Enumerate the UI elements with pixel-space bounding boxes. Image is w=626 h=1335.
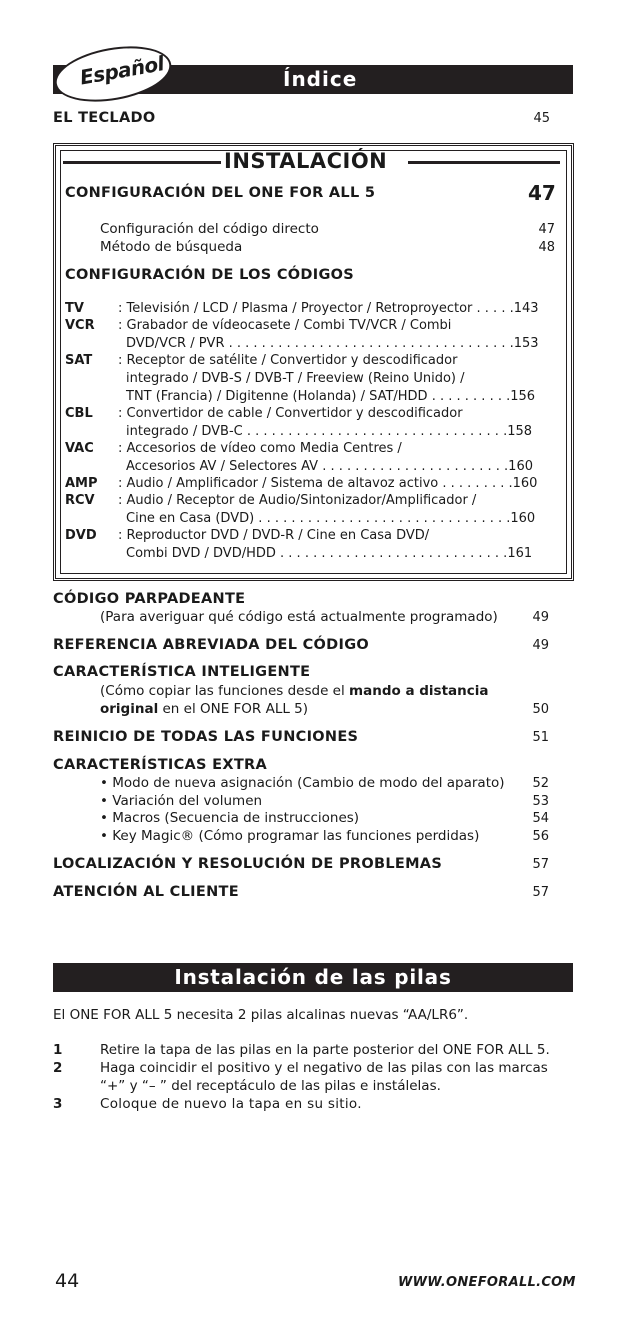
code-sat-line1: : Receptor de satélite / Convertidor y descodificador <box>118 353 458 368</box>
code-amp-text: : Audio / Amplificador / Sistema de altavoz activo <box>118 476 439 491</box>
toc-extra-item: • Variación del volumen <box>100 793 263 809</box>
toc-extra-item: • Modo de nueva asignación (Cambio de modo del aparato) <box>100 775 505 791</box>
batteries-bar <box>53 963 573 992</box>
code-vcr: VCR <box>65 318 95 333</box>
code-vac-line1: : Accesorios de vídeo como Media Centres / <box>118 441 402 456</box>
toc-extra-item-page: 54 <box>532 811 549 826</box>
toc-reset-page: 51 <box>532 730 549 745</box>
code-vcr-line1: : Grabador de vídeocasete / Combi TV/VCR / Combi <box>118 318 452 333</box>
sub-direct-code-page: 47 <box>538 222 555 237</box>
toc-smart-desc1-bold: mando a distancia <box>349 683 489 699</box>
toc-troubleshoot: LOCALIZACIÓN Y RESOLUCIÓN DE PROBLEMAS <box>53 856 443 872</box>
toc-troubleshoot-page: 57 <box>532 857 549 872</box>
toc-blink-desc: (Para averiguar qué código está actualmente programado) <box>100 609 498 625</box>
config-codes-heading: CONFIGURACIÓN DE LOS CÓDIGOS <box>65 267 355 283</box>
config-one-heading: CONFIGURACIÓN DEL ONE FOR ALL 5 <box>65 185 376 201</box>
code-sat-text3: TNT (Francia) / Digitenne (Holanda) / SAT/HDD <box>126 389 428 404</box>
step-text: Coloque de nuevo la tapa en su sitio. <box>100 1096 362 1112</box>
code-rcv-line2: Cine en Casa (DVD) . . . . . . . . . . . . . . . . . . . . . . . . . . . . . . .160 <box>126 511 536 526</box>
code-tv: TV <box>65 301 84 316</box>
code-tv-text: : Televisión / LCD / Plasma / Proyector / Retroproyector <box>118 301 473 316</box>
code-rcv: RCV <box>65 493 95 508</box>
code-cbl-page: 158 <box>507 424 533 439</box>
toc-smart-desc1-text: (Cómo copiar las funciones desde el <box>100 683 350 699</box>
toc-extra-item-page: 56 <box>532 829 549 844</box>
toc-smart-desc1 <box>100 683 489 699</box>
installation-title: INSTALACIÓN <box>224 149 388 173</box>
config-one-page: 47 <box>528 181 556 205</box>
footer-page-number: 44 <box>55 1270 80 1292</box>
toc-blink: CÓDIGO PARPADEANTE <box>53 591 246 607</box>
code-vac: VAC <box>65 441 94 456</box>
code-vac-text2: Accesorios AV / Selectores AV <box>126 459 319 474</box>
code-sat-line2: integrado / DVB-S / DVB-T / Freeview (Reino Unido) / <box>126 371 465 386</box>
code-amp: AMP <box>65 476 98 491</box>
code-sat-line3: TNT (Francia) / Digitenne (Holanda) / SAT/HDD . . . . . . . . . .156 <box>126 389 536 404</box>
code-vac-page: 160 <box>508 459 533 474</box>
code-vcr-text2: DVD/VCR / PVR <box>126 336 225 351</box>
code-sat: SAT <box>65 353 93 368</box>
code-cbl-line2: integrado / DVB-C . . . . . . . . . . . . . . . . . . . . . . . . . . . . . . . .158 <box>126 424 533 439</box>
footer-url[interactable]: WWW.ONEFORALL.COM <box>398 1275 576 1290</box>
code-tv-line1: : Televisión / LCD / Plasma / Proyector / Retroproyector . . . . .143 <box>118 301 539 316</box>
step-number: 3 <box>53 1096 63 1112</box>
code-dvd-page: 161 <box>507 546 533 561</box>
code-dvd-line2: Combi DVD / DVD/HDD . . . . . . . . . . . . . . . . . . . . . . . . . . . .161 <box>126 546 533 561</box>
code-amp-page: 160 <box>512 476 538 491</box>
page-title: Índice <box>283 67 358 91</box>
toc-smart-desc2-text: en el ONE FOR ALL 5) <box>158 701 309 717</box>
code-dvd-text2: Combi DVD / DVD/HDD <box>126 546 276 561</box>
code-cbl: CBL <box>65 406 93 421</box>
code-rcv-line1: : Audio / Receptor de Audio/Sintonizador/Amplificador / <box>118 493 477 508</box>
toc-extra-item: • Key Magic® (Cómo programar las funciones perdidas) <box>100 828 480 844</box>
language-badge-label: Español <box>78 51 166 90</box>
toc-keyboard-page: 45 <box>533 111 550 126</box>
toc-extra: CARACTERÍSTICAS EXTRA <box>53 757 267 773</box>
toc-extra-item: • Macros (Secuencia de instrucciones) <box>100 810 360 826</box>
toc-reset: REINICIO DE TODAS LAS FUNCIONES <box>53 729 359 745</box>
sub-search-method: Método de búsqueda <box>100 239 243 255</box>
batteries-intro: El ONE FOR ALL 5 necesita 2 pilas alcalinas nuevas “AA/LR6”. <box>53 1007 469 1023</box>
step-number: 2 <box>53 1060 63 1076</box>
toc-quickref-page: 49 <box>532 638 549 653</box>
code-vcr-line2: DVD/VCR / PVR . . . . . . . . . . . . . . . . . . . . . . . . . . . . . . . . . . .153 <box>126 336 539 351</box>
step-number: 1 <box>53 1042 63 1058</box>
code-dvd: DVD <box>65 528 97 543</box>
title-rule-right <box>408 161 560 164</box>
toc-extra-item-page: 52 <box>532 776 549 791</box>
batteries-title: Instalación de las pilas <box>174 965 452 989</box>
sub-search-method-page: 48 <box>538 240 555 255</box>
toc-support-page: 57 <box>532 885 549 900</box>
toc-blink-page: 49 <box>532 610 549 625</box>
sub-direct-code: Configuración del código directo <box>100 221 319 237</box>
toc-smart: CARACTERÍSTICA INTELIGENTE <box>53 664 311 680</box>
code-vcr-page: 153 <box>513 336 539 351</box>
step-text: Retire la tapa de las pilas en la parte posterior del ONE FOR ALL 5. <box>100 1042 550 1058</box>
toc-smart-desc2-bold: original <box>100 701 159 717</box>
code-rcv-text2: Cine en Casa (DVD) <box>126 511 255 526</box>
code-amp-line1: : Audio / Amplificador / Sistema de altavoz activo . . . . . . . . .160 <box>118 476 538 491</box>
toc-support: ATENCIÓN AL CLIENTE <box>53 884 239 900</box>
code-cbl-text2: integrado / DVB-C <box>126 424 243 439</box>
code-sat-page: 156 <box>510 389 536 404</box>
step-text: Haga coincidir el positivo y el negativo de las pilas con las marcas <box>100 1060 548 1076</box>
code-cbl-line1: : Convertidor de cable / Convertidor y descodificador <box>118 406 463 421</box>
toc-extra-item-page: 53 <box>532 794 549 809</box>
code-dvd-line1: : Reproductor DVD / DVD-R / Cine en Casa DVD/ <box>118 528 430 543</box>
language-badge <box>50 38 175 110</box>
step-text-cont: “+” y “– ” del receptáculo de las pilas e instálelas. <box>100 1078 441 1094</box>
title-rule-left <box>63 161 221 164</box>
toc-quickref: REFERENCIA ABREVIADA DEL CÓDIGO <box>53 637 370 653</box>
code-tv-page: 143 <box>513 301 539 316</box>
code-rcv-page: 160 <box>510 511 536 526</box>
toc-smart-page: 50 <box>532 702 549 717</box>
toc-keyboard: EL TECLADO <box>53 110 156 126</box>
code-vac-line2: Accesorios AV / Selectores AV . . . . . . . . . . . . . . . . . . . . . . .160 <box>126 459 533 474</box>
toc-smart-desc2 <box>100 701 308 717</box>
